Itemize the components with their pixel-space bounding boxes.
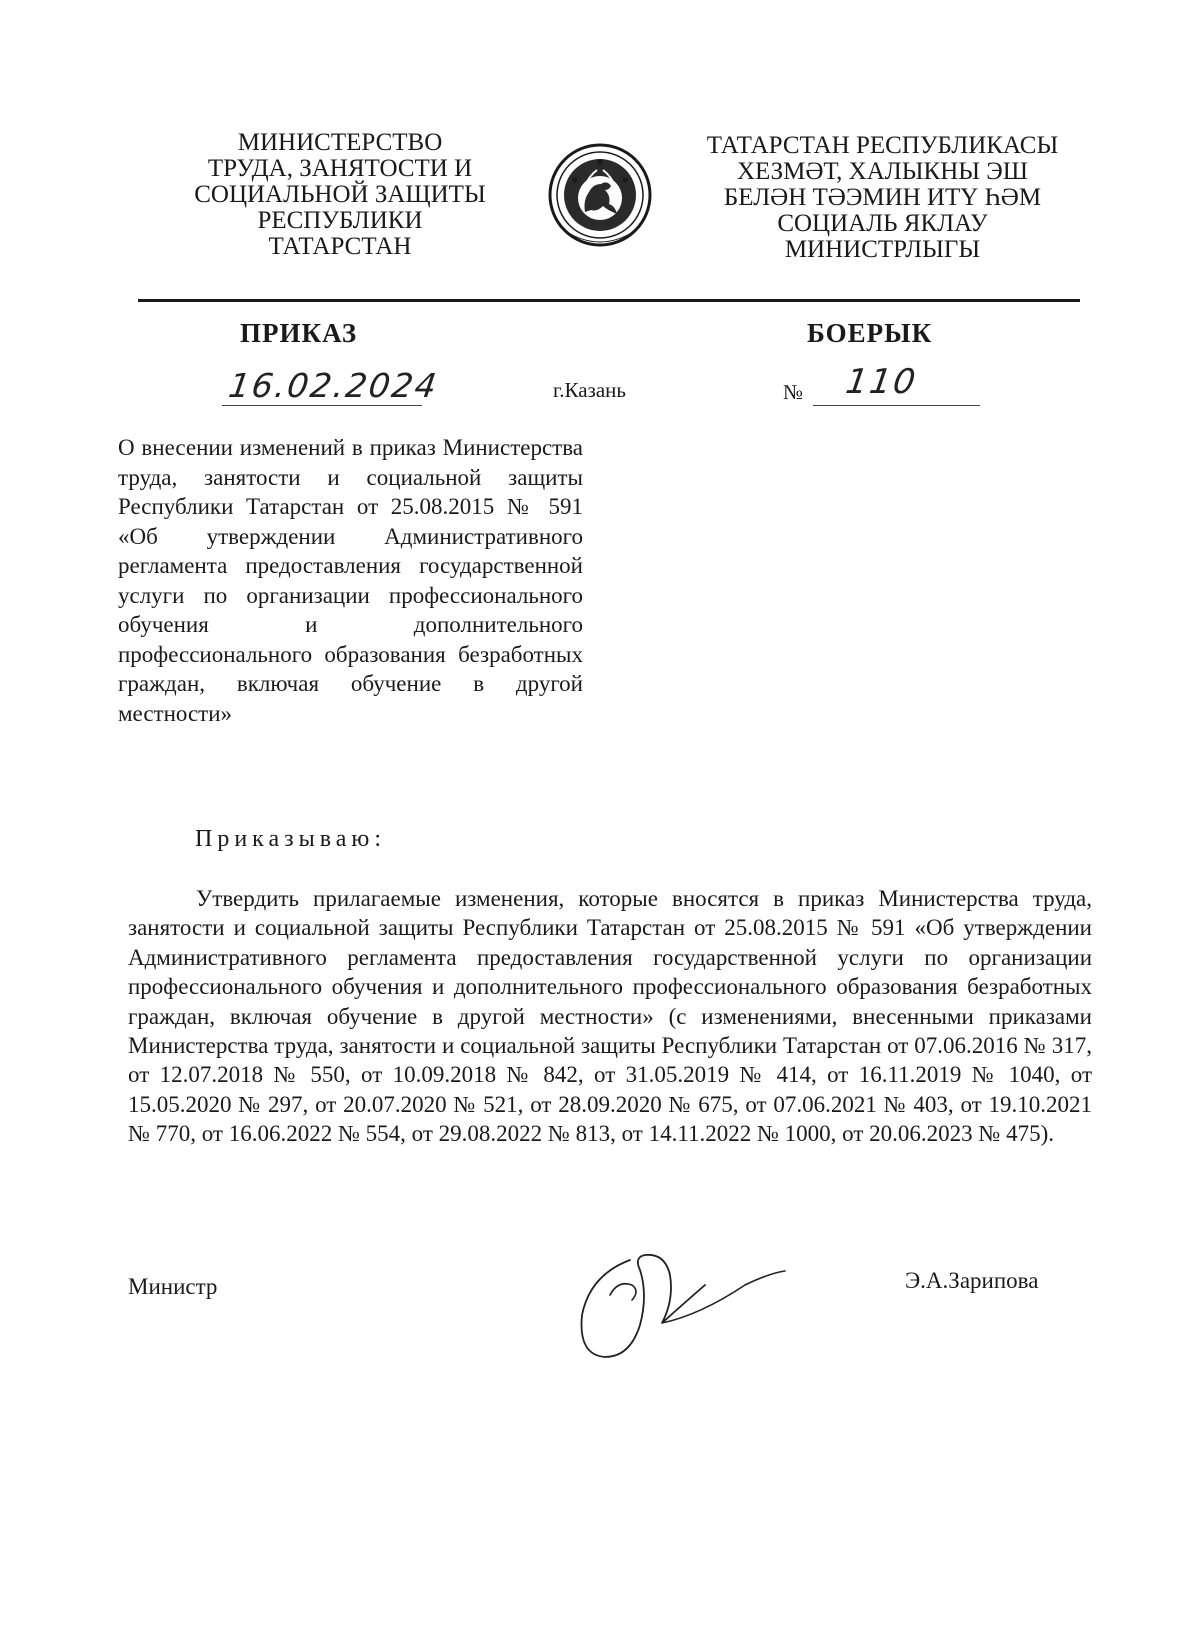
- handwritten-signature-icon: [570, 1245, 795, 1365]
- header-left-line: СОЦИАЛЬНОЙ ЗАЩИТЫ: [194, 181, 486, 208]
- document-city: г.Казань: [553, 378, 626, 402]
- header-right-line: ТАТАРСТАН РЕСПУБЛИКАСЫ: [706, 132, 1059, 159]
- document-date: 16.02.2024: [226, 366, 441, 405]
- number-label: №: [783, 380, 804, 404]
- header-left-line: ТРУДА, ЗАНЯТОСТИ И: [207, 155, 473, 182]
- number-underline: [813, 405, 980, 406]
- header-divider: [138, 299, 1080, 302]
- header-right-line: СОЦИАЛЬ ЯКЛАУ: [777, 210, 988, 237]
- document-number: 110: [843, 362, 920, 402]
- header-left-line: РЕСПУБЛИКИ: [257, 207, 423, 234]
- header-right-ministry-tt: [685, 133, 1080, 263]
- header-right-line: МИНИСТРЛЫГЫ: [784, 236, 981, 263]
- signer-position: Министр: [128, 1274, 218, 1299]
- header-right-line: ХЕЗМӘТ, ХАЛЫКНЫ ЭШ: [736, 158, 1029, 185]
- header-left-line: ТАТАРСТАН: [268, 233, 412, 260]
- document-body: Утвердить прилагаемые изменения, которые вносятся в приказ Министерства труда, занятости и социальной защиты Республики Татарстан от 25.08.2015 № 591 «Об утверждении Административного регламента предоставления государственной услуги по организации профессионального обучения и дополнительного профессионального образования безработных граждан, включая обучение в другой местности» (с изменениями, внесенными приказами Министерства труда, занятости и социальной защиты Республики Татарстан от 07.06.2016 № 317, от 12.07.2018 № 550, от 10.09.2018 № 842, от 31.05.2019 № 414, от 16.11.2019 № 1040, от 15.05.2020 № 297, от 20.07.2020 № 521, от 28.09.2020 № 675, от 07.06.2021 № 403, от 19.10.2021 № 770, от 16.06.2022 № 554, от 29.08.2022 № 813, от 14.11.2022 № 1000, от 20.06.2023 № 475).: [128, 886, 1092, 1147]
- tatarstan-emblem-icon: [545, 140, 655, 255]
- order-word: Приказываю:: [195, 826, 386, 852]
- header-right-line: БЕЛӘН ТӘЭМИН ИТҮ ҺӘМ: [723, 184, 1042, 211]
- header-left-line: МИНИСТЕРСТВО: [237, 129, 443, 156]
- document-title-tt: БОЕРЫК: [807, 318, 933, 348]
- signer-name: Э.А.Зарипова: [905, 1268, 1039, 1293]
- document-subject: О внесении изменений в приказ Министерства труда, занятости и социальной защиты Республики Татарстан от 25.08.2015 № 591 «Об утверждении Административного регламента предоставления государственной услуги по организации профессионального обучения и дополнительного профессионального образования безработных граждан, включая обучение в другой местности»: [118, 435, 583, 726]
- document-title-ru: ПРИКАЗ: [240, 318, 358, 348]
- header-left-ministry-ru: [160, 130, 520, 260]
- date-underline: [222, 405, 422, 406]
